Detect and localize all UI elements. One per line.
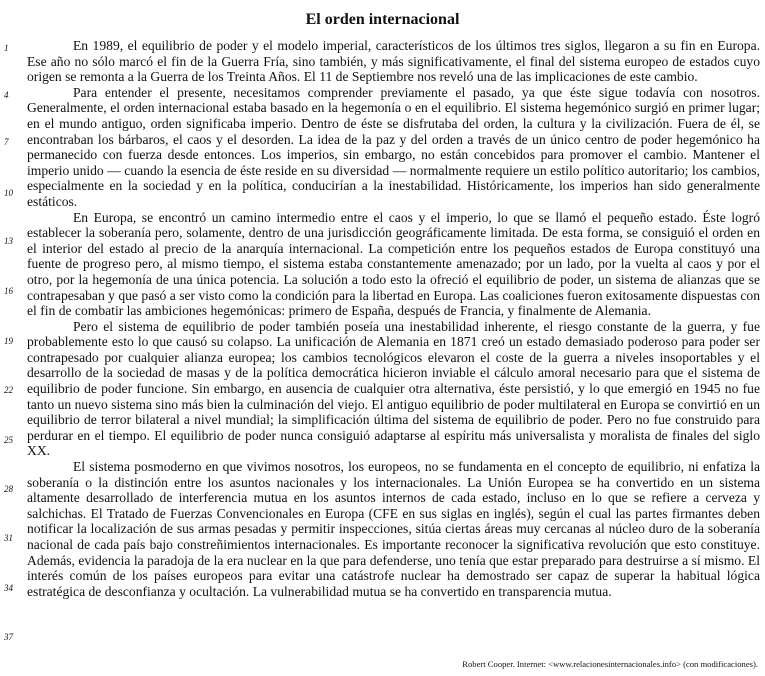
line-number: 31 [4,533,13,543]
line-number: 10 [4,188,13,198]
line-number: 19 [4,336,13,346]
line-number: 1 [4,43,9,53]
line-number: 7 [4,137,9,147]
paragraph-2: Para entender el presente, necesitamos comprender previamente el pasado, ya que éste sigue todavía con nosotros. Generalmente, el orden internacional estaba basado en la hegemonía o en el equilibrio. El sistema hegemónico surgió en primer lugar; en el mundo antiguo, orden significaba imperio. Dentro de éste se disfrutaba del orden, la cultura y la civilización. Fuera de él, se encontraban los bárbaros, el caos y el desorden. La idea de la paz y del orden a través de un único centro de poder hegemónico ha permanecido con fuerza desde entonces. Los imperios, sin embargo, no están concebidos para promover el cambio. Mantener el imperio unido — cuando la esencia de éste reside en su diversidad — normalmente requiere un estilo político autoritario; los cambios, especialmente en la sociedad y en la política, conducirían a la inestabilidad. Históricamente, los imperios han sido generalmente estáticos. [27,84,760,209]
paragraph-5: El sistema posmoderno en que vivimos nosotros, los europeos, no se fundamenta en el concepto de equilibrio, ni enfatiza la soberanía o la distinción entre los asuntos nacionales y los internacionales. La Unión Europea se ha convertido en un sistema altamente desarrollado de interferencia mutua en los asuntos internos de cada estado, incluso en lo que se refiere a cerveza y salchichas. El Tratado de Fuerzas Convencionales en Europa (CFE en sus siglas en inglés), según el cual las partes firmantes deben notificar la localización de sus armas pesadas y permitir inspecciones, sitúa ciertas áreas muy cercanas al núcleo duro de la soberanía nacional de cada país bajo constreñimientos internacionales. Es importante reconocer la significativa revolución que esto constituye. Además, evidencia la paradoja de la era nuclear en la que para defenderse, uno tenía que estar preparado para destruirse a sí mismo. El interés común de los países europeos para evitar una catástrofe nuclear ha demostrado ser capaz de superar la habitual lógica estratégica de desconfianza y ocultación. La vulnerabilidad mutua se ha convertido en transparencia mutua. [27,459,760,599]
paragraph-4: Pero el sistema de equilibrio de poder también poseía una inestabilidad inherente, el riesgo constante de la guerra, y fue probablemente esto lo que causó su colapso. La unificación de Alemania en 1871 creó un estado demasiado poderoso para poder ser contrapesado por cualquier alianza europea; los cambios tecnológicos elevaron el coste de la guerra a niveles insoportables y el desarrollo de la sociedad de masas y de la política democrática hicieron inviable el cálculo amoral necesario para que el sistema de equilibrio de poder funcione. Sin embargo, en ausencia de cualquier otra alternativa, éste persistió, y lo que emergió en 1945 no fue tanto un nuevo sistema sino más bien la culminación del viejo. El antiguo equilibrio de poder multilateral en Europa se convirtió en un equilibrio de terror bilateral a nivel mundial; la simplificación última del sistema de equilibrio de poder. Pero no fue construido para perdurar en el tiempo. El equilibrio de poder nunca consiguió adaptarse al espíritu más universalista y moralista de finales del siglo XX. [27,318,760,459]
line-number: 22 [4,385,13,395]
line-number: 4 [4,90,9,100]
line-number: 28 [4,484,13,494]
line-number: 16 [4,286,13,296]
paragraph-1: En 1989, el equilibrio de poder y el modelo imperial, característicos de los últimos tres siglos, llegaron a su fin en Europa. Ese año no sólo marcó el fin de la Guerra Fría, sino también, y más significativamente, el final del sistema europeo de estados cuyo origen se remonta a la Guerra de los Treinta Años. El 11 de Septiembre nos reveló una de las implicaciones de este cambio. [27,38,760,85]
line-number: 13 [4,236,13,246]
paragraph-3: En Europa, se encontró un camino intermedio entre el caos y el imperio, lo que se llamó el pequeño estado. Éste logró establecer la soberanía pero, solamente, dentro de una jurisdicción geográficamente limitada. De esta forma, se consiguió el orden en el interior del estado al precio de la anarquía internacional. La competición entre los pequeños estados de Europa constituyó una fuente de progreso pero, al mismo tiempo, el sistema estaba constantemente amenazado; por un lado, por la vuelta al caos y por el otro, por la hegemonía de una única potencia. La solución a todo esto la ofreció el equilibrio de poder, un sistema de alianzas que se contrapesaban y que pasó a ser visto como la condición para la libertad en Europa. Las coaliciones fueron exitosamente dispuestas con el fin de combatir las ambiciones hegemónicas: primero de España, después de Francia, y finalmente de Alemania. [27,209,760,319]
line-number: 37 [4,632,13,642]
article-body [27,38,760,599]
line-number: 34 [4,583,13,593]
line-number: 25 [4,435,13,445]
document-title: El orden internacional [305,11,460,28]
source-citation: Robert Cooper. Internet: <www.relacionesinternacionales.info> (con modificaciones). [462,659,758,669]
